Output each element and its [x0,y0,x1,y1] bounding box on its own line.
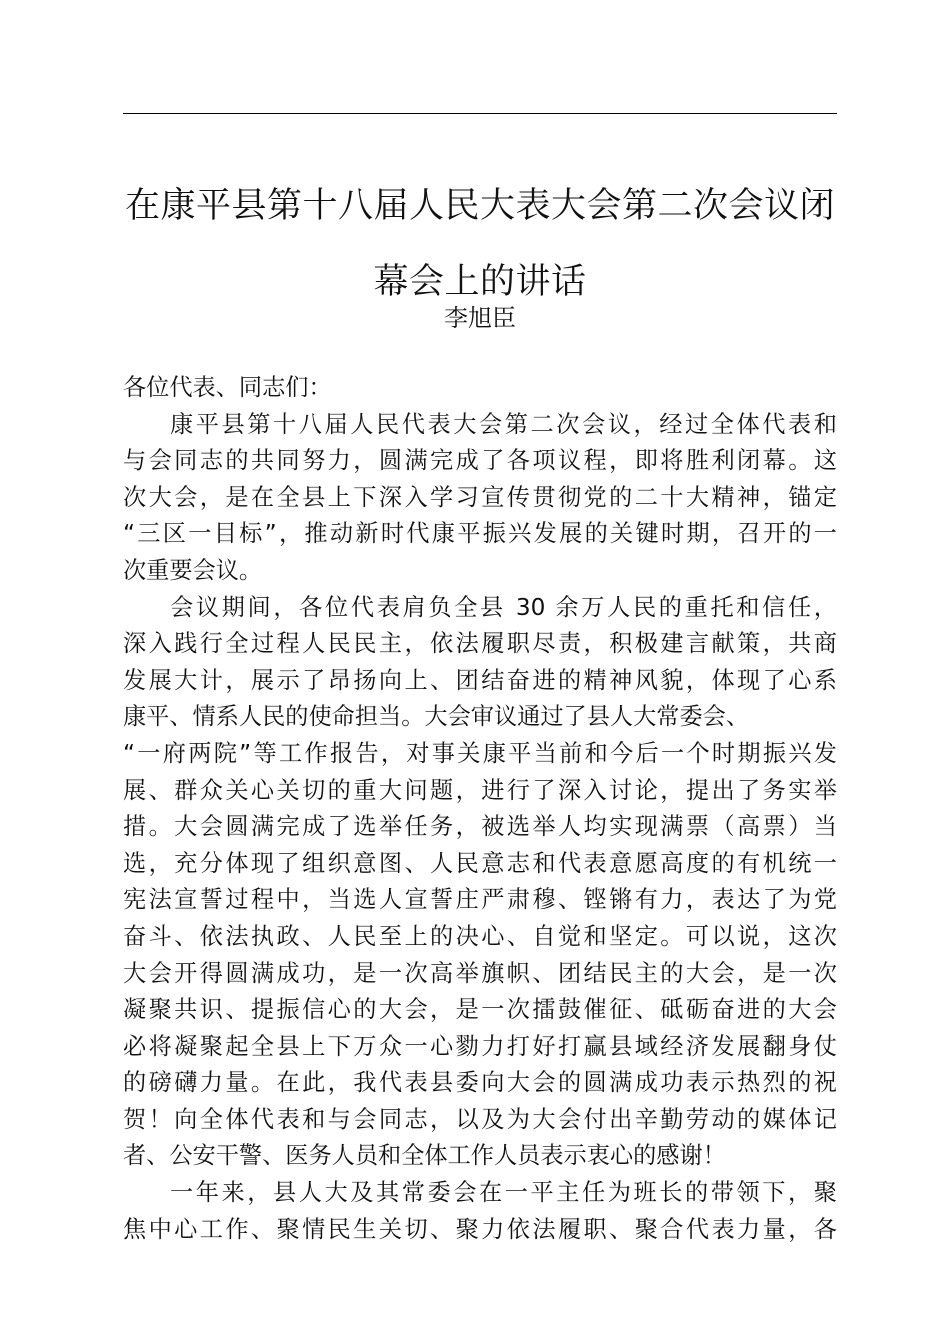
body-line: “三区一目标”，推动新时代康平振兴发展的关键时期，召开的一 [123,520,837,548]
body-line: 宪法宣誓过程中，当选人宣誓庄严肃穆、铿锵有力，表达了为党 [123,886,837,914]
body-line: 与会同志的共同努力，圆满完成了各项议程，即将胜利闭幕。这 [123,447,837,475]
author-name: 李旭臣 [444,304,516,332]
header-rule [123,113,837,114]
body-line: 措。大会圆满完成了选举任务，被选举人均实现满票（高票）当 [123,813,837,841]
body-line: 次大会，是在全县上下深入学习宣传贯彻党的二十大精神，锚定 [123,483,837,511]
body-line: 必将凝聚起全县上下万众一心勠力打好打赢县域经济发展翻身仗 [123,1032,837,1060]
body-line: 凝聚共识、提振信心的大会，是一次擂鼓催征、砥砺奋进的大会 [123,996,837,1024]
body-line: 深入践行全过程人民民主，依法履职尽责，积极建言献策，共商 [123,630,837,658]
body-line: “一府两院”等工作报告，对事关康平当前和今后一个时期振兴发 [123,739,837,767]
body-line: 展、群众关心关切的重大问题，进行了深入讨论，提出了务实举 [123,776,837,804]
body-line: 一年来，县人大及其常委会在一平主任为班长的带领下，聚 [170,1179,837,1207]
body-line: 次重要会议。 [123,556,263,584]
body-line: 的磅礴力量。在此，我代表县委向大会的圆满成功表示热烈的祝 [123,1069,837,1097]
body-line: 康平县第十八届人民代表大会第二次会议，经过全体代表和 [170,410,837,438]
body-line: 发展大计，展示了昂扬向上、团结奋进的精神风貌，体现了心系 [123,666,837,694]
body-line: 者、公安干警、医务人员和全体工作人员表示衷心的感谢！ [123,1142,726,1170]
body-line: 康平、情系人民的使命担当。大会审议通过了县人大常委会、 [123,703,750,731]
body-line: 奋斗、依法执政、人民至上的决心、自觉和坚定。可以说，这次 [123,922,837,950]
document-title [118,168,842,320]
salutation: 各位代表、同志们： [123,374,332,401]
body-line: 会议期间，各位代表肩负全县 30 余万人民的重托和信任， [170,593,837,621]
title-line-2: 幕会上的讲话 [373,262,587,302]
body-line: 大会开得圆满成功，是一次高举旗帜、团结民主的大会，是一次 [123,959,837,987]
body-line: 焦中心工作、聚情民生关切、聚力依法履职、聚合代表力量，各 [123,1215,837,1243]
body-line: 贺！向全体代表和与会同志，以及为大会付出辛勤劳动的媒体记 [123,1105,837,1133]
body-text [123,407,837,1249]
body-line: 选，充分体现了组织意图、人民意志和代表意愿高度的有机统一 [123,849,837,877]
document-body [123,370,837,1248]
title-line-1: 在康平县第十八届人民大表大会第二次会议闭 [124,186,835,226]
